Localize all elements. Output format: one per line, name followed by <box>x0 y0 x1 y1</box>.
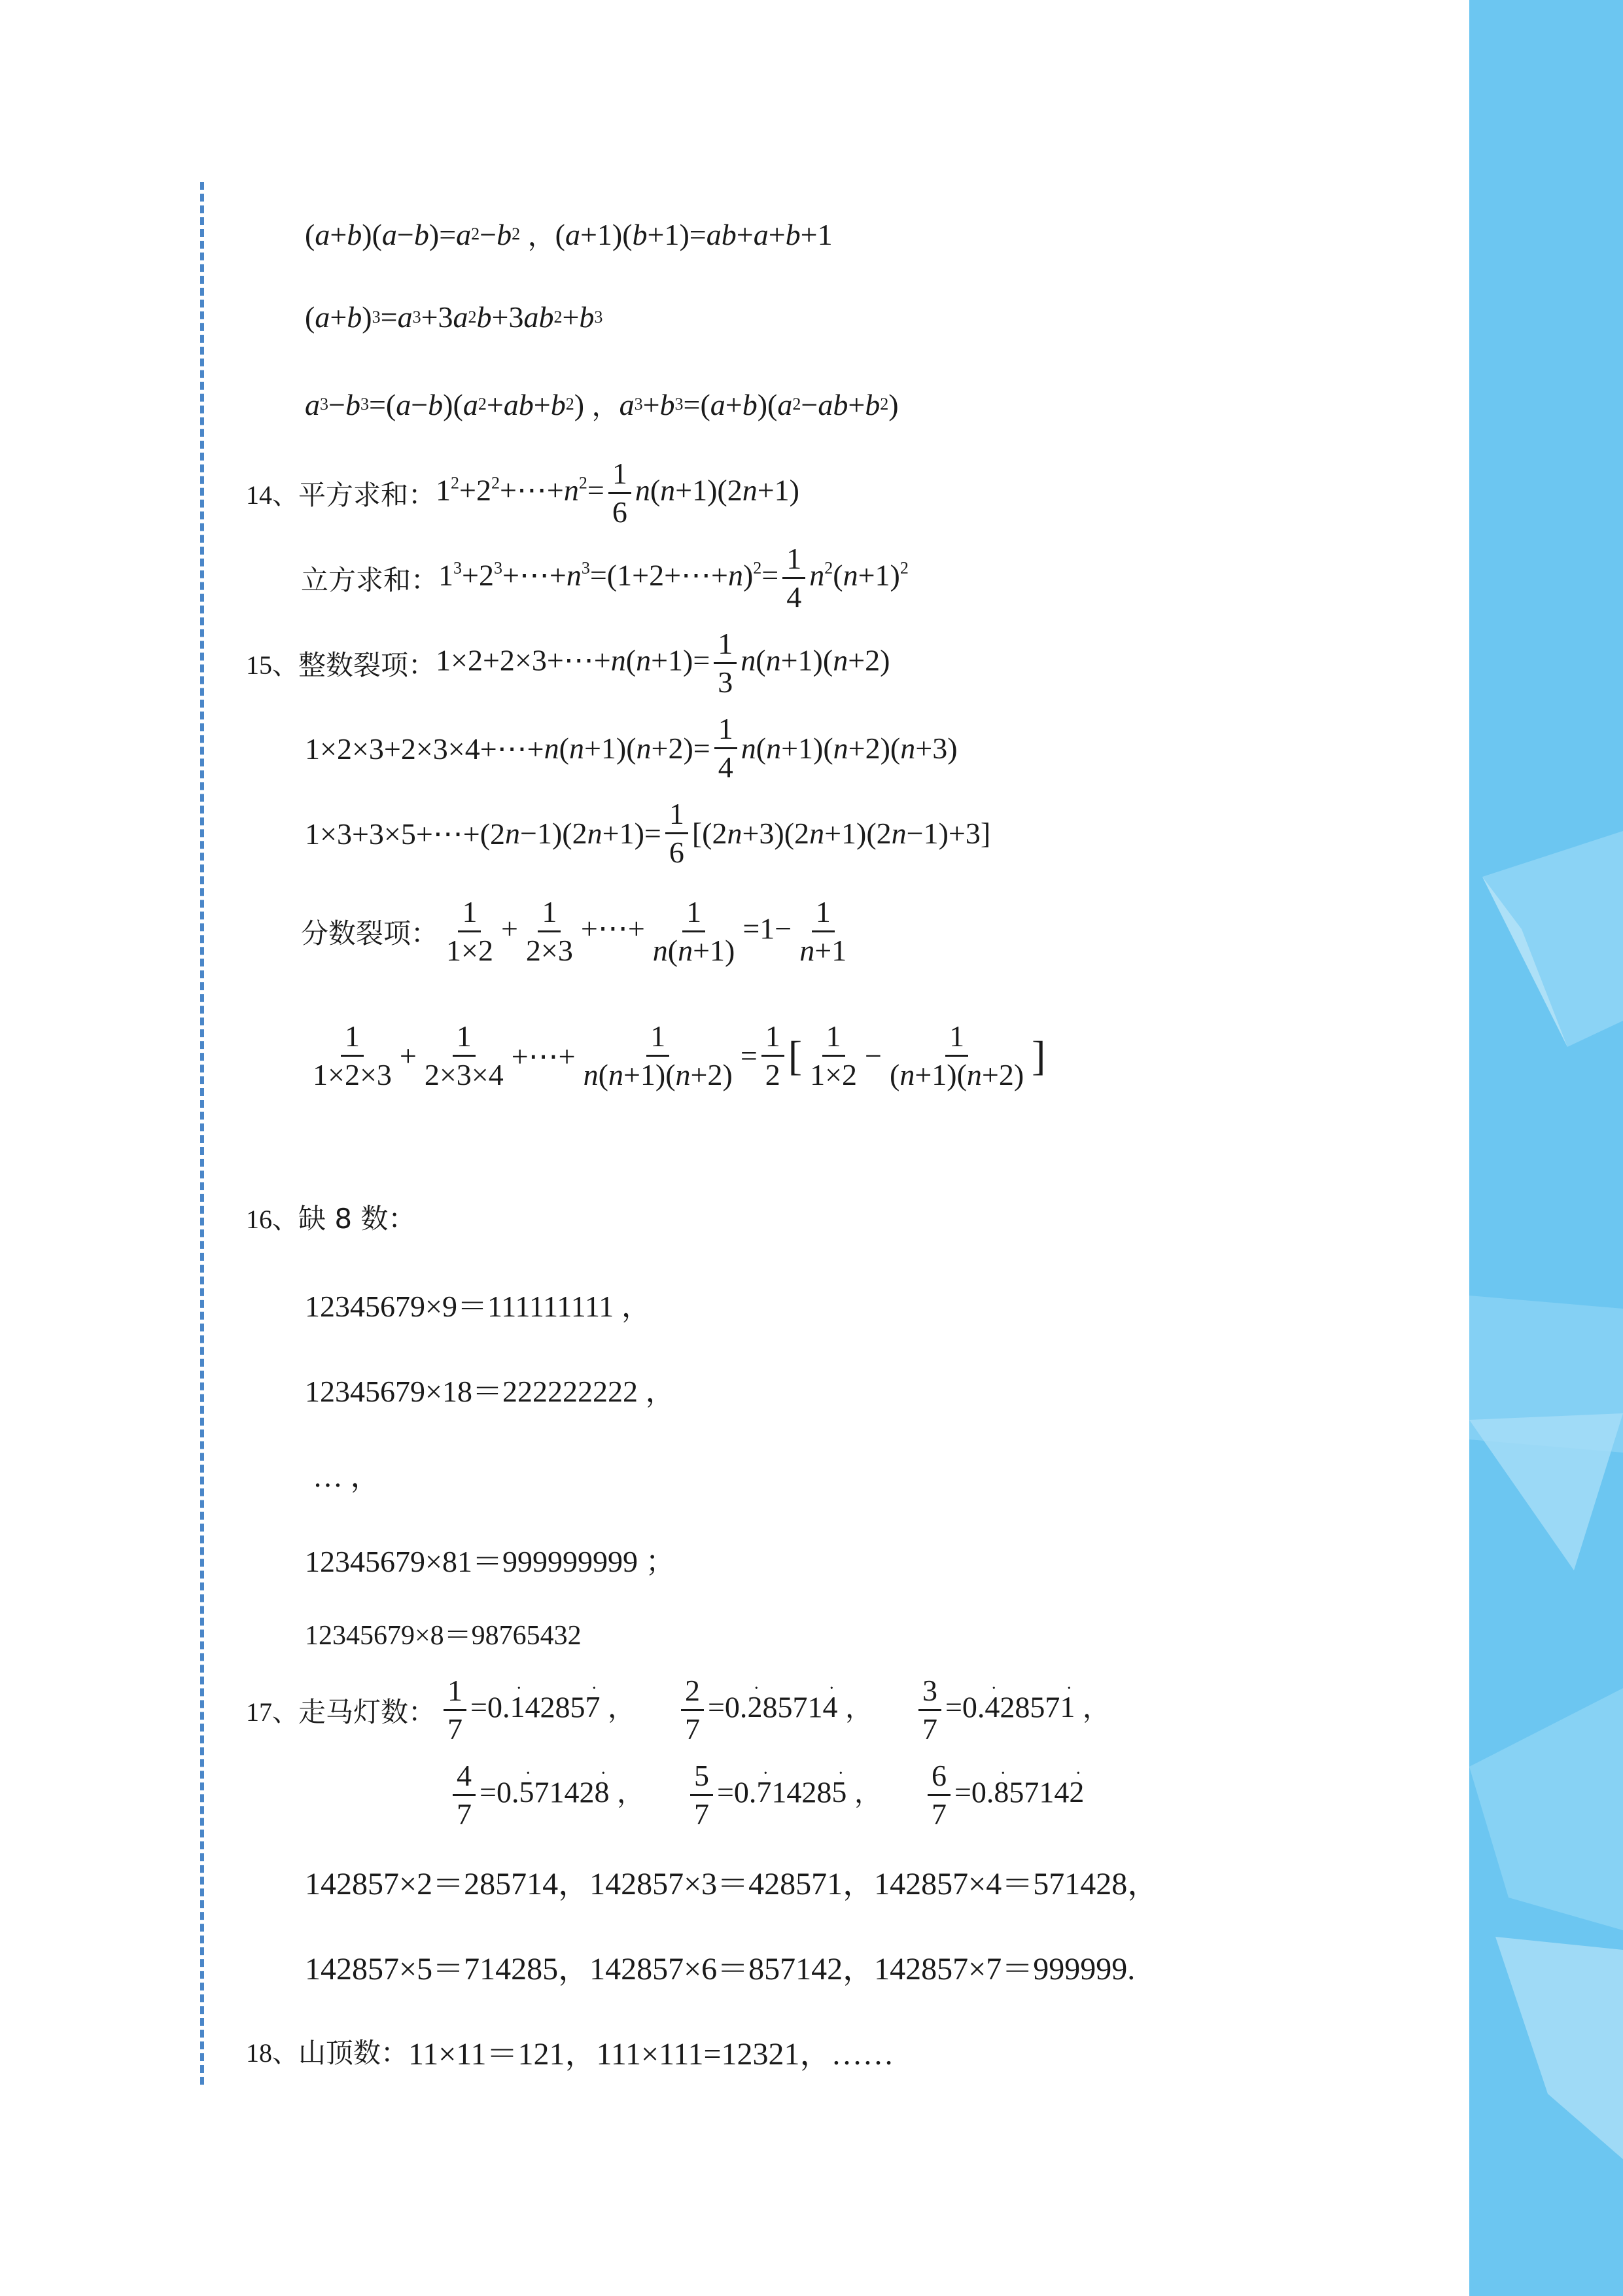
item-label: 山顶数： <box>298 2036 409 2069</box>
margin-dashed-line <box>200 182 204 2085</box>
item-15-integer-split: 15、 整数裂项： 1×2+2×3+⋯+n(n+1)= $\frac{1}{3}$ n(n+1)(n+2) <box>246 627 890 699</box>
item-number: 18、 <box>246 2038 298 2068</box>
item-number: 17、 <box>246 1697 298 1727</box>
item-label: 走马灯数： <box>298 1695 436 1728</box>
missing8-row-2: 12345679×18＝222222222 ， <box>305 1375 676 1408</box>
cyclic-products-row-1: 142857×2＝285714，142857×3＝428571，142857×4＝571428， <box>305 1867 1159 1901</box>
peak-numbers-text: 11×11＝121，111×111=12321，…… <box>408 2037 894 2072</box>
item-label: 缺 8 数： <box>298 1203 416 1235</box>
fraction-split-line: 分数裂项： $\frac{1}{1\times 2}$ + $\frac{1}{2\times 3}$ +⋯+ $\frac{1}{n(n+1)}$ =1− $\frac{1}{n+1}$ <box>301 895 847 968</box>
item-17-cyclic-numbers: 17、 走马灯数： $\frac{1}{7}$ =0.· 14285· 7 ， $\frac{2}{7}$ =0.· 28571· 4 ， $\frac{3}{7}$ =0.· 42857· 1 ， <box>246 1675 1110 1746</box>
item-number: 16、 <box>246 1204 298 1234</box>
formula-fraction-triple-split: $\frac{1}{1\times 2\times 3}$ + $\frac{1}{2\times 3\times 4}$ +⋯+ $\frac{1}{n(n+1)(n+2)}$ = $\frac{1}{2}$ [ $\frac{1}{1\times 2}$ − $\frac{1}{(n+1)(n+2)}$ ] <box>313 1019 1046 1092</box>
missing8-row-5: 12345679×8＝98765432 <box>305 1621 582 1651</box>
item-16-missing-eight <box>246 1197 415 1237</box>
item-14-square-sum: 14、 平方求和： $1^2+2^2+\cdots+n^2=$ $\frac{1}{6}$ n(n+1)(2n+1) <box>246 457 799 529</box>
cyclic-products-row-2: 142857×5＝714285，142857×6＝857142，142857×7＝999999. <box>305 1952 1136 1987</box>
item-label: 立方求和： <box>301 563 439 596</box>
cyclic-fractions-row-2: $\frac{4}{7}$ =0.· 57142· 8 ， $\frac{5}{7}$ =0.· 71428· 5 ， $\frac{6}{7}$ =0.· 85714· 2 <box>449 1760 1084 1831</box>
item-number: 14、 <box>246 480 298 510</box>
cube-sum-line: 立方求和： $1^3+2^3+\cdots+n^3=(1+2+\cdots+n)^2=$ $\frac{1}{4}$ $n^2(n+1)^2$ <box>301 542 909 614</box>
item-label: 平方求和： <box>298 478 436 511</box>
formula-difference-of-squares: ( a + b )( a − b )= a 2 − b 2 ， ( a +1)( b +1)= ab + a + b +1 <box>305 217 833 252</box>
formula-difference-sum-of-cubes: a 3 − b 3 =( a − b )( a 2 + ab + b 2 ) ， a 3 + b 3 =( a + b )( a 2 − ab + b 2 ) <box>305 387 899 422</box>
missing8-row-3: … ， <box>313 1460 381 1493</box>
formula-odd-product-sum: 1×3+3×5+⋯+(2 n −1)(2 n +1)= $\frac{1}{6}$ [(2 n +3)(2 n +1)(2 n −1)+3] <box>305 797 991 870</box>
missing8-row-4: 12345679×81＝999999999 ； <box>305 1545 676 1578</box>
item-18-peak-numbers <box>246 2028 894 2074</box>
item-label: 分数裂项： <box>301 917 439 949</box>
formula-triple-product-sum: 1×2×3+2×3×4+⋯+ n ( n +1)( n +2)= $\frac{1}{4}$ n ( n +1)( n +2)( n +3) <box>305 712 958 785</box>
formula-cube-of-sum: ( a + b ) 3 = a 3 +3 a 2 b +3 ab 2 + b 3 <box>305 300 603 334</box>
decorative-side-panel <box>1469 0 1623 2296</box>
item-number: 15、 <box>246 650 298 680</box>
missing8-row-1: 12345679×9＝111111111 ， <box>305 1290 652 1323</box>
item-label: 整数裂项： <box>298 648 436 681</box>
